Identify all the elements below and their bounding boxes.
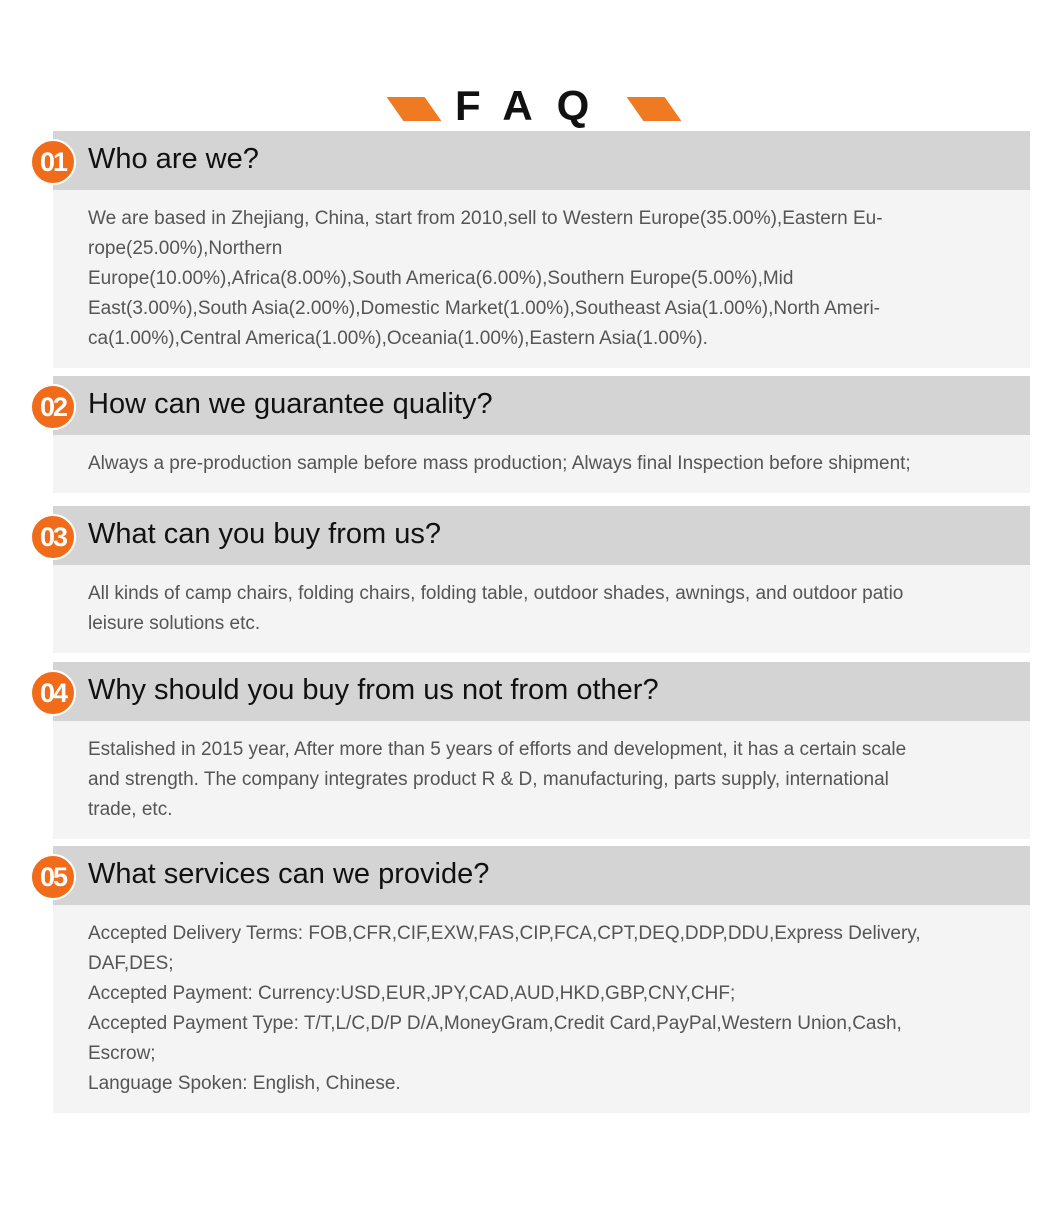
answer-line: Language Spoken: English, Chinese. <box>88 1073 401 1094</box>
faq-question: Who are we? <box>88 143 259 175</box>
answer-line: Estalished in 2015 year, After more than 5 years of efforts and development, it has a certain scale <box>88 739 907 760</box>
answer-line: Escrow; <box>88 1043 156 1064</box>
faq-answer <box>53 435 1030 493</box>
answer-line: leisure solutions etc. <box>88 613 261 634</box>
faq-question-bar <box>39 131 1030 190</box>
answer-line: Europe(10.00%),Africa(8.00%),South America(6.00%),Southern Europe(5.00%),Mid <box>88 268 794 289</box>
faq-question-bar <box>39 376 1030 435</box>
number-badge: 05 <box>30 854 76 900</box>
faq-answer <box>53 721 1030 839</box>
answer-line: Always a pre-production sample before mass production; Always final Inspection before shipment; <box>88 453 911 474</box>
number-badge: 03 <box>30 514 76 560</box>
number-badge: 04 <box>30 670 76 716</box>
answer-line: Accepted Payment: Currency:USD,EUR,JPY,CAD,AUD,HKD,GBP,CNY,CHF; <box>88 983 736 1004</box>
answer-line: All kinds of camp chairs, folding chairs, folding table, outdoor shades, awnings, and outdoor patio <box>88 583 904 604</box>
answer-line: Accepted Payment Type: T/T,L/C,D/P D/A,MoneyGram,Credit Card,PayPal,Western Union,Cash, <box>88 1013 902 1034</box>
answer-line: ca(1.00%),Central America(1.00%),Oceania(1.00%),Eastern Asia(1.00%). <box>88 328 708 349</box>
answer-line: and strength. The company integrates product R & D, manufacturing, parts supply, international <box>88 769 889 790</box>
answer-line: We are based in Zhejiang, China, start from 2010,sell to Western Europe(35.00%),Eastern Eu- <box>88 208 883 229</box>
faq-answer <box>53 565 1030 653</box>
faq-title <box>0 40 1060 129</box>
answer-line: Accepted Delivery Terms: FOB,CFR,CIF,EXW,FAS,CIP,FCA,CPT,DEQ,DDP,DDU,Express Delivery, <box>88 923 921 944</box>
faq-item <box>39 131 1030 368</box>
faq-item <box>39 376 1030 493</box>
faq-item <box>39 506 1030 653</box>
faq-question: What services can we provide? <box>88 858 490 890</box>
number-badge: 01 <box>30 139 76 185</box>
orange-parallelogram-icon <box>387 97 442 121</box>
answer-line: rope(25.00%),Northern <box>88 238 283 259</box>
faq-question: Why should you buy from us not from other? <box>88 674 659 706</box>
orange-parallelogram-icon <box>627 97 682 121</box>
answer-line: East(3.00%),South Asia(2.00%),Domestic Market(1.00%),Southeast Asia(1.00%),North Ameri- <box>88 298 881 319</box>
faq-item <box>39 846 1030 1113</box>
number-badge: 02 <box>30 384 76 430</box>
faq-item <box>39 662 1030 839</box>
faq-answer <box>53 190 1030 368</box>
faq-question-bar <box>39 506 1030 565</box>
faq-answer <box>53 905 1030 1113</box>
faq-question-bar <box>39 846 1030 905</box>
faq-question-bar <box>39 662 1030 721</box>
faq-heading: FAQ <box>455 82 614 129</box>
faq-question: How can we guarantee quality? <box>88 388 493 420</box>
faq-question: What can you buy from us? <box>88 518 441 550</box>
answer-line: DAF,DES; <box>88 953 174 974</box>
answer-line: trade, etc. <box>88 799 173 820</box>
